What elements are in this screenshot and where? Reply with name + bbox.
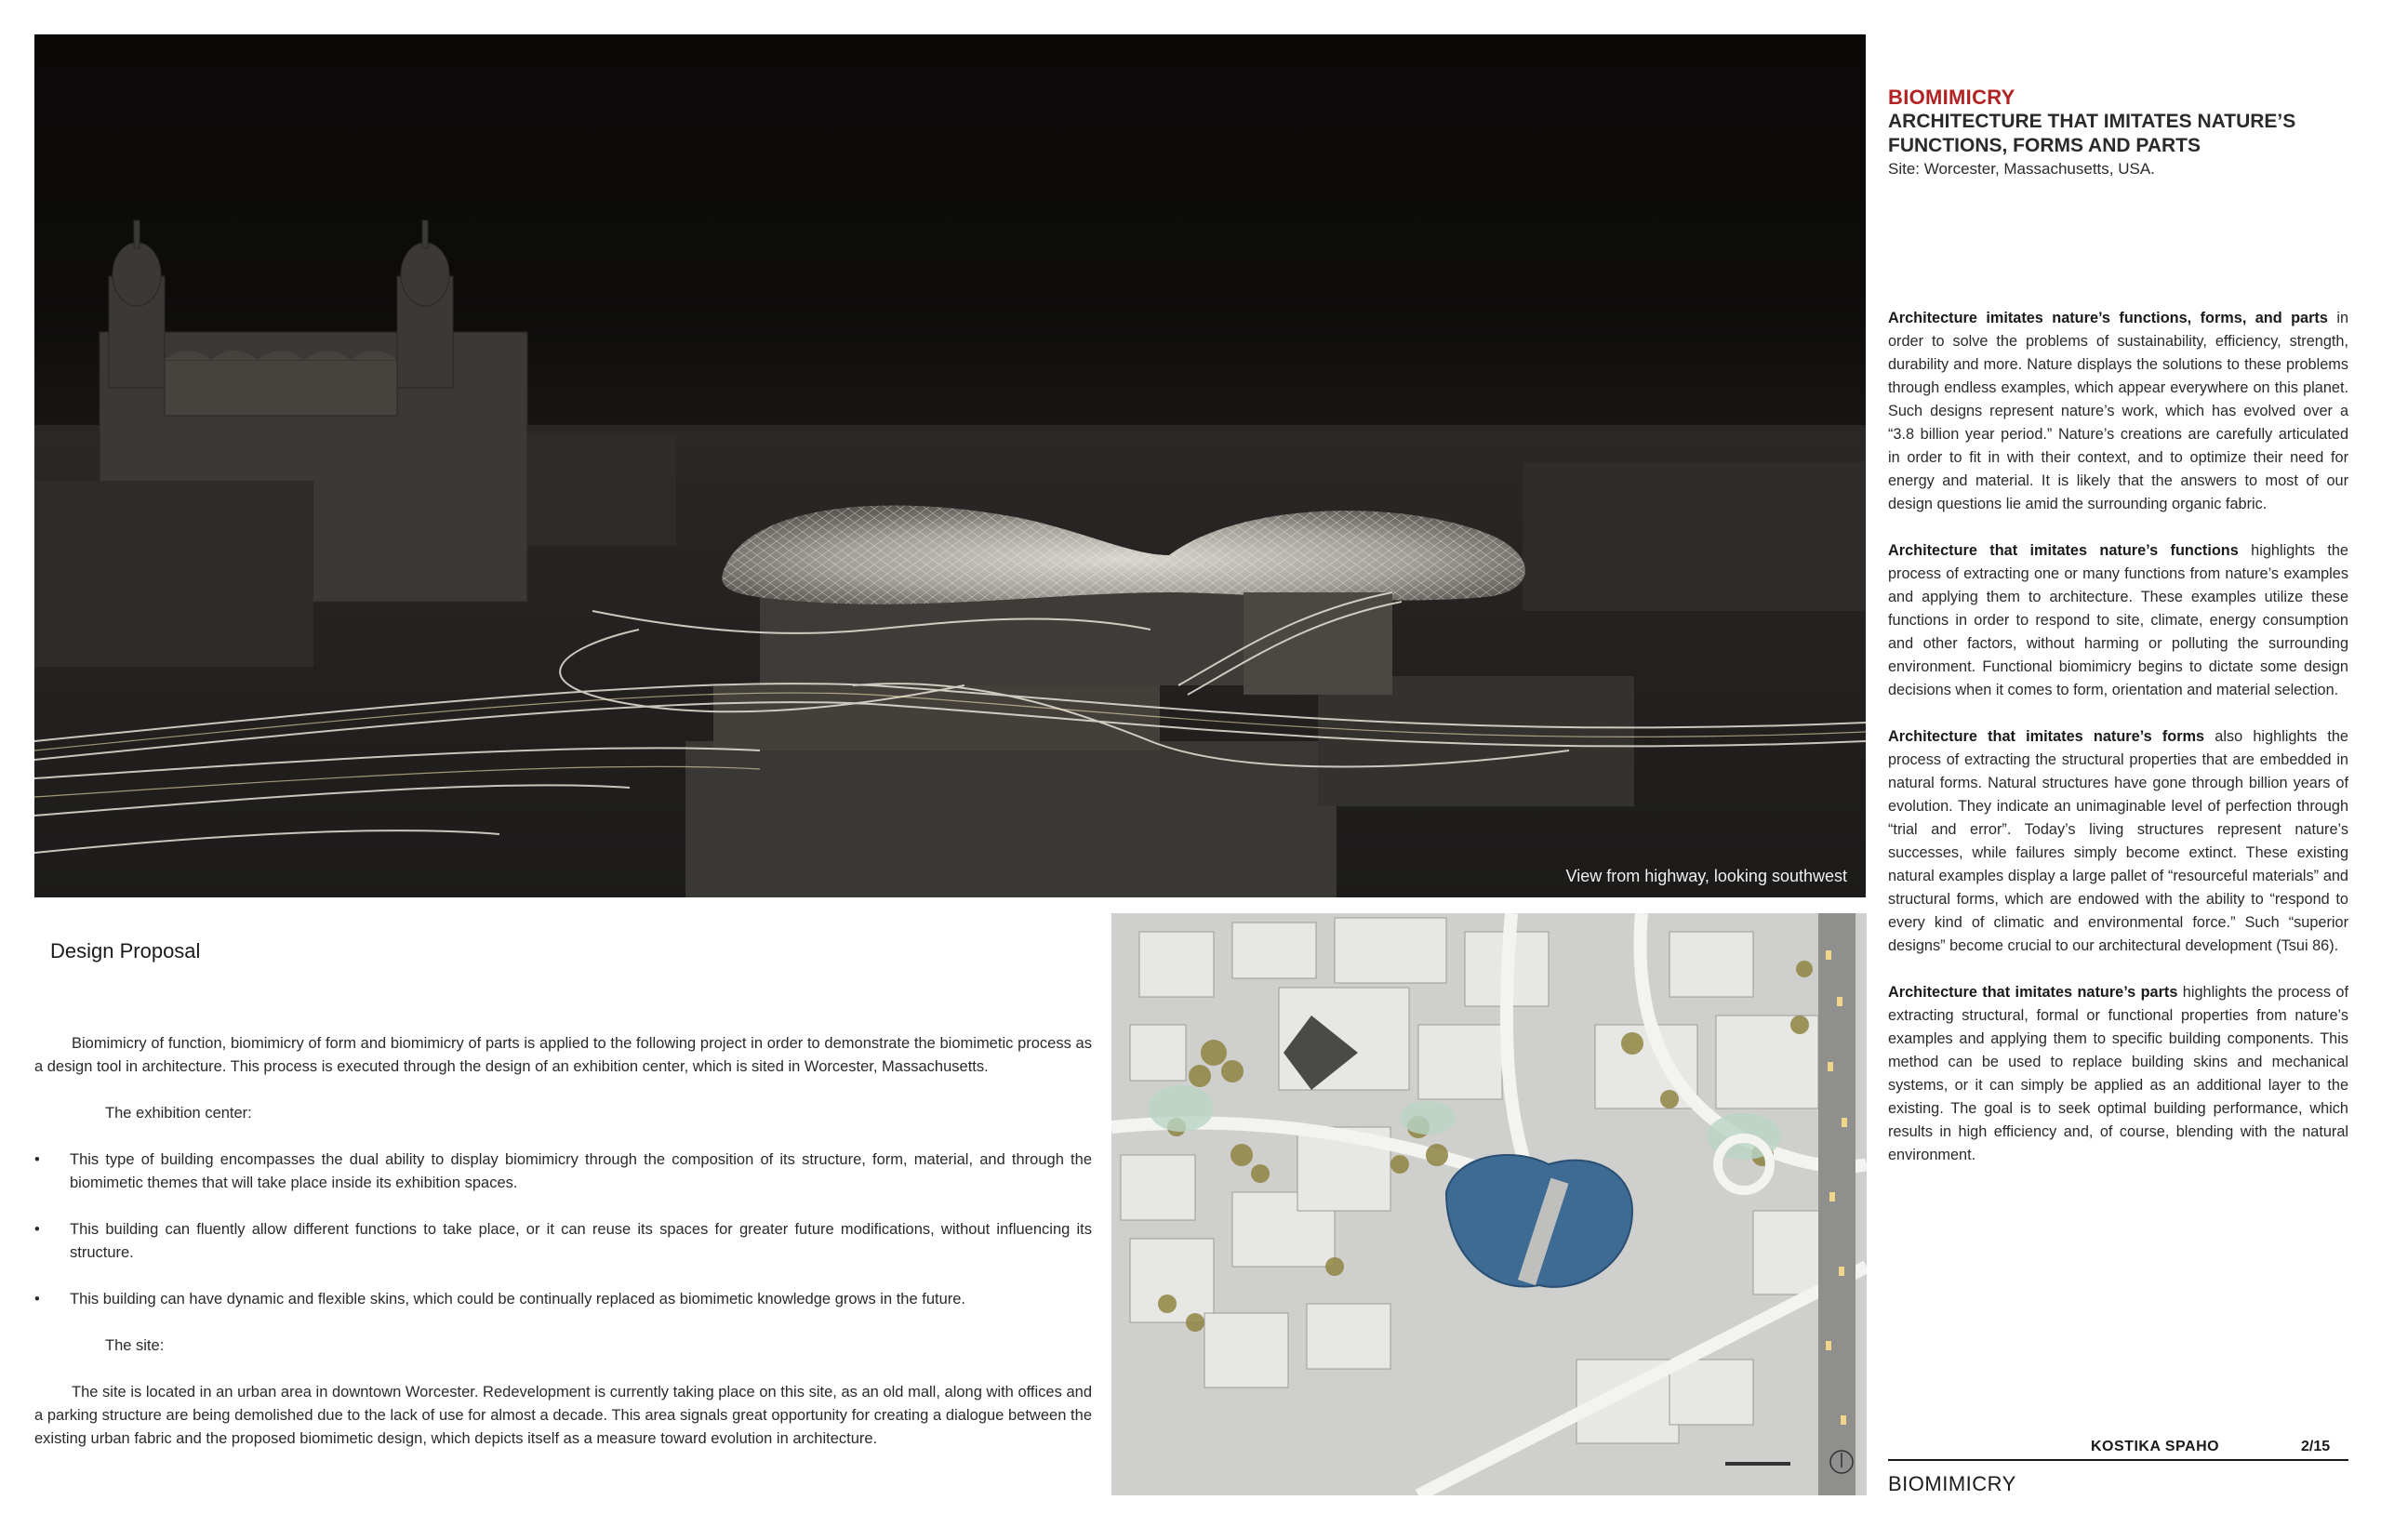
paragraph-3-body: also highlights the process of extracting the structural properties that are embedded in natural forms. Natural structures have gone through billion years of evolution. They indicate an unimaginable level of perfection through “trial and error”. Today’s living structures represent nature’s successes, while failures simply become extinct. These existing natural examples display a large pallet of “resourceful materials” and structural forms, which are endowed with the ability to “respond to every kind of climatic and environmental force.” Such “superior designs” become crucial to our architectural development (Tsui 86).: [1888, 728, 2348, 954]
bullet-item: [34, 1218, 1092, 1265]
bullet-item: [34, 1288, 1092, 1311]
paragraph-3-lead: Architecture that imitates nature’s forms: [1888, 728, 2205, 745]
paragraph-4: [1888, 981, 2348, 1167]
hero-render-illustration: [34, 34, 1866, 897]
bullet-icon: •: [34, 1221, 40, 1238]
exhibition-center-subheading: The exhibition center:: [105, 1105, 252, 1122]
intro-paragraph: Biomimicry of function, biomimicry of form and biomimicry of parts is applied to the following project in order to demonstrate the biomimetic process as a design tool in architecture. This process is executed through the design of an exhibition center, which is sited in Worcester, Massachusetts.: [34, 1035, 1092, 1075]
site-paragraph: The site is located in an urban area in downtown Worcester. Redevelopment is currently taking place on this site, as an old mall, along with offices and a parking structure are being demolished due to the lack of use for almost a decade. This area signals great opportunity for creating a dialogue between the existing urban fabric and the proposed biomimetic design, which depicts itself as a measure toward evolution in architecture.: [34, 1384, 1092, 1447]
bullet-icon: •: [34, 1151, 40, 1168]
footer-project-title: BIOMIMICRY: [1888, 1472, 2016, 1495]
title-block: [1888, 86, 2348, 179]
footer-divider: [1888, 1459, 2348, 1461]
paragraph-1-body: in order to solve the problems of sustainability, efficiency, strength, durability and more. Nature displays the solutions to these problems through endless examples, which appear everywhere on this planet. Such designs represent nature’s work, which has evolved over a “3.8 billion year period.” Nature’s creations are carefully articulated in order to fit in with their context, and to optimize their need for energy and material. It is likely that the answers to most of our design questions lie amid the surrounding organic fabric.: [1888, 310, 2349, 512]
paragraph-2-body: highlights the process of extracting one or many functions from nature’s examples and applying them to architecture. These examples utilize these functions in order to respond to site, climate, energy consumption and other factors, without harming or polluting the surrounding environment. Functional biomimicry begins to dictate some design decisions when it comes to form, orientation and material selection.: [1888, 542, 2348, 698]
footer-page-number: 2/15: [2301, 1439, 2331, 1454]
site-plan-map: [1111, 913, 1867, 1495]
bullet-item: [34, 1148, 1092, 1195]
paragraph-3: [1888, 725, 2348, 958]
title-line-2: FUNCTIONS, FORMS AND PARTS: [1888, 135, 2201, 156]
title-line-1: ARCHITECTURE THAT IMITATES NATURE’S: [1888, 111, 2296, 132]
paragraph-1-lead: Architecture imitates nature’s functions, forms, and parts: [1888, 310, 2328, 326]
bullet-text: This building can fluently allow different functions to take place, or it can reuse its spaces for greater future modifications, without influencing its structure.: [70, 1221, 1092, 1261]
paragraph-4-body: highlights the process of extracting structural, formal or functional properties from nature’s examples and applying them to specific building components. This method can be used to replace building skins and mechanical systems, or it can simply be applied as an additional layer to the existing. The goal is to seek optimal building performance, which results in high efficiency and, of course, blending with the natural environment.: [1888, 984, 2348, 1163]
paragraph-1: [1888, 307, 2348, 516]
paragraph-2-lead: Architecture that imitates nature’s functions: [1888, 542, 2239, 559]
site-line: Site: Worcester, Massachusetts, USA.: [1888, 160, 2155, 178]
hero-caption: View from highway, looking southwest: [1565, 867, 1847, 885]
design-proposal-heading: Design Proposal: [50, 939, 201, 962]
design-proposal-text: [34, 1032, 1092, 1451]
paragraph-4-lead: Architecture that imitates nature’s parts: [1888, 984, 2178, 1001]
bullet-icon: •: [34, 1291, 40, 1308]
right-body-copy: [1888, 307, 2348, 1190]
bullet-text: This type of building encompasses the dual ability to display biomimicry through the composition of its structure, form, material, and through the biomimetic themes that will take place inside its exhibition spaces.: [70, 1151, 1092, 1191]
hero-render: [34, 34, 1866, 897]
kicker-title: BIOMIMICRY: [1888, 86, 2015, 109]
paragraph-2: [1888, 539, 2348, 702]
site-plan-illustration: [1111, 913, 1867, 1495]
site-subheading: The site:: [105, 1337, 165, 1354]
bullet-text: This building can have dynamic and flexible skins, which could be continually replaced as biomimetic knowledge grows in the future.: [70, 1291, 966, 1308]
footer-author: KOSTIKA SPAHO: [2091, 1439, 2220, 1454]
